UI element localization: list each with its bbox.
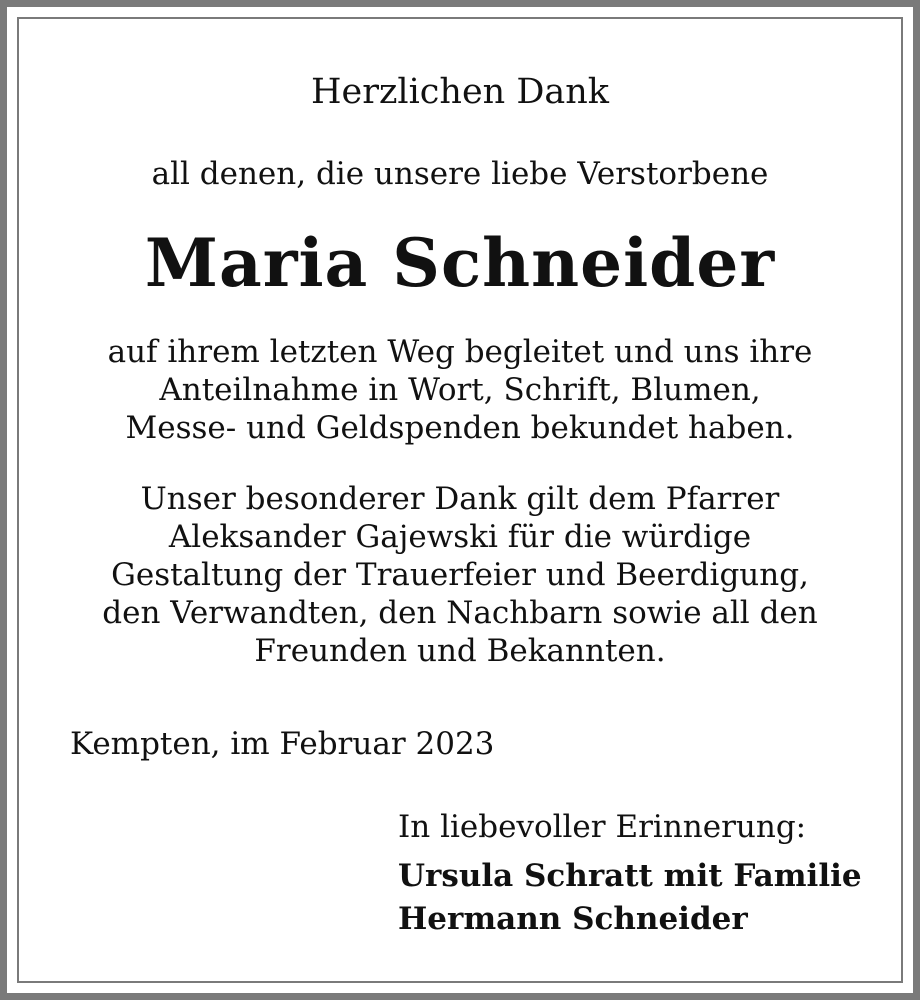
signatory-name: Hermann Schneider bbox=[398, 901, 748, 937]
thanks-paragraph-1 bbox=[40, 333, 880, 447]
paragraph-line: Unser besonderer Dank gilt dem Pfarrer bbox=[140, 481, 780, 517]
paragraph-line: auf ihrem letzten Weg begleitet und uns ihre bbox=[107, 334, 813, 370]
deceased-name: Maria Schneider bbox=[144, 224, 776, 302]
notice-title: Herzlichen Dank bbox=[311, 72, 609, 112]
paragraph-line: Anteilnahme in Wort, Schrift, Blumen, bbox=[159, 372, 761, 408]
signatory-name: Ursula Schratt mit Familie bbox=[398, 858, 862, 894]
paragraph-line: den Verwandten, den Nachbarn sowie all den bbox=[102, 595, 818, 631]
signature-block bbox=[398, 805, 862, 941]
paragraph-line: Gestaltung der Trauerfeier und Beerdigung, bbox=[111, 557, 809, 593]
intro-line: all denen, die unsere liebe Verstorbene bbox=[151, 156, 769, 192]
obituary-notice bbox=[40, 0, 880, 1000]
place-and-date: Kempten, im Februar 2023 bbox=[70, 726, 495, 762]
paragraph-line: Freunden und Bekannten. bbox=[254, 633, 666, 669]
signature-intro: In liebevoller Erinnerung: bbox=[398, 809, 807, 845]
paragraph-line: Aleksander Gajewski für die würdige bbox=[168, 519, 752, 555]
thanks-paragraph-2 bbox=[40, 480, 880, 670]
paragraph-line: Messe- und Geldspenden bekundet haben. bbox=[125, 410, 795, 446]
